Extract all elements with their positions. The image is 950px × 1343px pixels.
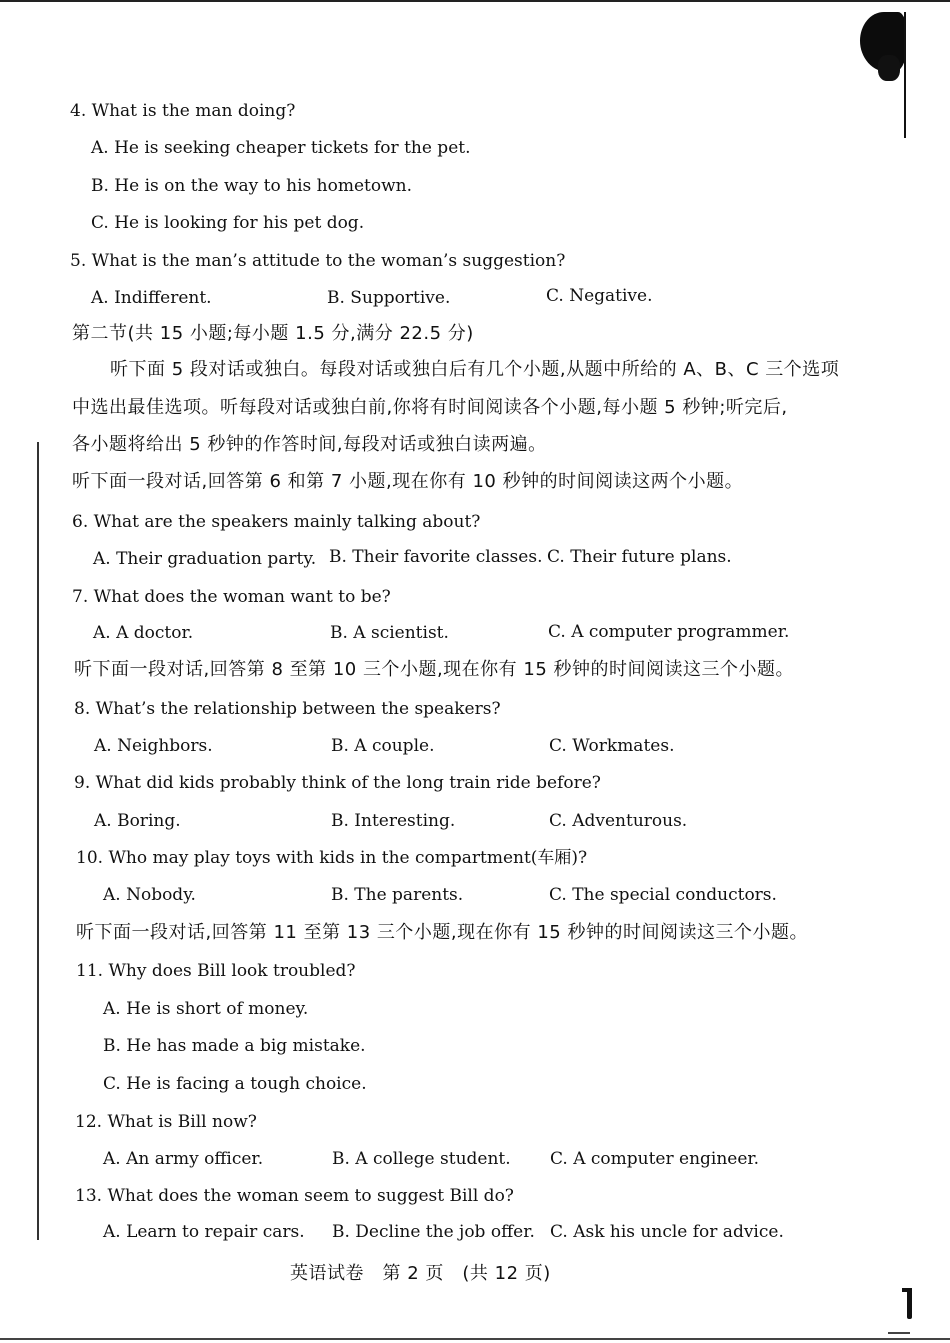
question-4-stem: 4. What is the man doing? <box>70 101 296 121</box>
directions-q11-q13: 听下面一段对话,回答第 11 至第 13 三个小题,现在你有 15 秒钟的时间阅读这三个小题。 <box>76 922 808 943</box>
question-8-option-b: B. A couple. <box>331 736 435 756</box>
question-8-option-c: C. Workmates. <box>549 736 675 756</box>
question-7-stem: 7. What does the woman want to be? <box>72 587 391 607</box>
question-11-option-a: A. He is short of money. <box>103 999 309 1019</box>
question-9-option-c: C. Adventurous. <box>549 811 688 831</box>
section-2-instruction-line-3: 各小题将给出 5 秒钟的作答时间,每段对话或独白读两遍。 <box>72 434 547 455</box>
question-5-option-a: A. Indifferent. <box>91 288 212 308</box>
question-7-option-b: B. A scientist. <box>330 623 449 643</box>
question-13-option-b: B. Decline the job offer. <box>332 1222 535 1242</box>
question-11-option-c: C. He is facing a tough choice. <box>103 1074 367 1094</box>
directions-q8-q10: 听下面一段对话,回答第 8 至第 10 三个小题,现在你有 15 秒钟的时间阅读这三个小题。 <box>74 659 795 680</box>
binding-margin-line <box>37 442 39 1240</box>
question-10-option-b: B. The parents. <box>331 885 464 905</box>
ink-blot-mark-small <box>878 55 900 81</box>
question-7-option-a: A. A doctor. <box>93 623 194 643</box>
question-6-stem: 6. What are the speakers mainly talking about? <box>72 512 481 532</box>
page-footer: 英语试卷 第 2 页 (共 12 页) <box>290 1263 551 1284</box>
question-13-option-a: A. Learn to repair cars. <box>103 1222 305 1242</box>
question-8-stem: 8. What’s the relationship between the speakers? <box>74 699 501 719</box>
question-13-stem: 13. What does the woman seem to suggest Bill do? <box>75 1186 514 1206</box>
section-2-instruction-line-2: 中选出最佳选项。听每段对话或独白前,你将有时间阅读各个小题,每小题 5 秒钟;听完后, <box>72 397 788 418</box>
question-4-option-b: B. He is on the way to his hometown. <box>91 176 412 196</box>
section-2-title: 第二节(共 15 小题;每小题 1.5 分,满分 22.5 分) <box>72 323 474 344</box>
scan-mark-bottom-right-stroke <box>907 1289 912 1319</box>
question-11-stem: 11. Why does Bill look troubled? <box>76 961 356 981</box>
section-2-instruction-line-1: 听下面 5 段对话或独白。每段对话或独白后有几个小题,从题中所给的 A、B、C 三个选项 <box>110 359 840 380</box>
scan-mark-bottom-right-dash <box>888 1332 910 1334</box>
question-9-option-b: B. Interesting. <box>331 811 456 831</box>
question-7-option-c: C. A computer programmer. <box>548 622 790 642</box>
question-6-option-c: C. Their future plans. <box>547 547 732 567</box>
question-13-option-c: C. Ask his uncle for advice. <box>550 1222 784 1242</box>
question-9-stem: 9. What did kids probably think of the long train ride before? <box>74 773 601 793</box>
question-10-option-c: C. The special conductors. <box>549 885 777 905</box>
question-8-option-a: A. Neighbors. <box>94 736 213 756</box>
question-12-stem: 12. What is Bill now? <box>75 1112 257 1132</box>
question-10-option-a: A. Nobody. <box>103 885 196 905</box>
directions-q6-q7: 听下面一段对话,回答第 6 和第 7 小题,现在你有 10 秒钟的时间阅读这两个小题。 <box>72 471 744 492</box>
question-9-option-a: A. Boring. <box>94 811 181 831</box>
question-6-option-a: A. Their graduation party. <box>93 549 317 569</box>
scan-edge-top <box>0 0 950 2</box>
question-4-option-c: C. He is looking for his pet dog. <box>91 213 365 233</box>
question-5-stem: 5. What is the man’s attitude to the woman’s suggestion? <box>70 251 566 271</box>
question-4-option-a: A. He is seeking cheaper tickets for the pet. <box>91 138 471 158</box>
question-11-option-b: B. He has made a big mistake. <box>103 1036 366 1056</box>
question-5-option-c: C. Negative. <box>546 286 653 306</box>
scan-edge-bottom <box>0 1338 950 1340</box>
question-12-option-a: A. An army officer. <box>103 1149 264 1169</box>
question-10-stem: 10. Who may play toys with kids in the compartment(车厢)? <box>76 848 588 868</box>
question-6-option-b: B. Their favorite classes. <box>329 547 543 567</box>
question-12-option-c: C. A computer engineer. <box>550 1149 760 1169</box>
question-12-option-b: B. A college student. <box>332 1149 511 1169</box>
question-5-option-b: B. Supportive. <box>327 288 451 308</box>
scan-margin-line-right <box>904 12 906 138</box>
